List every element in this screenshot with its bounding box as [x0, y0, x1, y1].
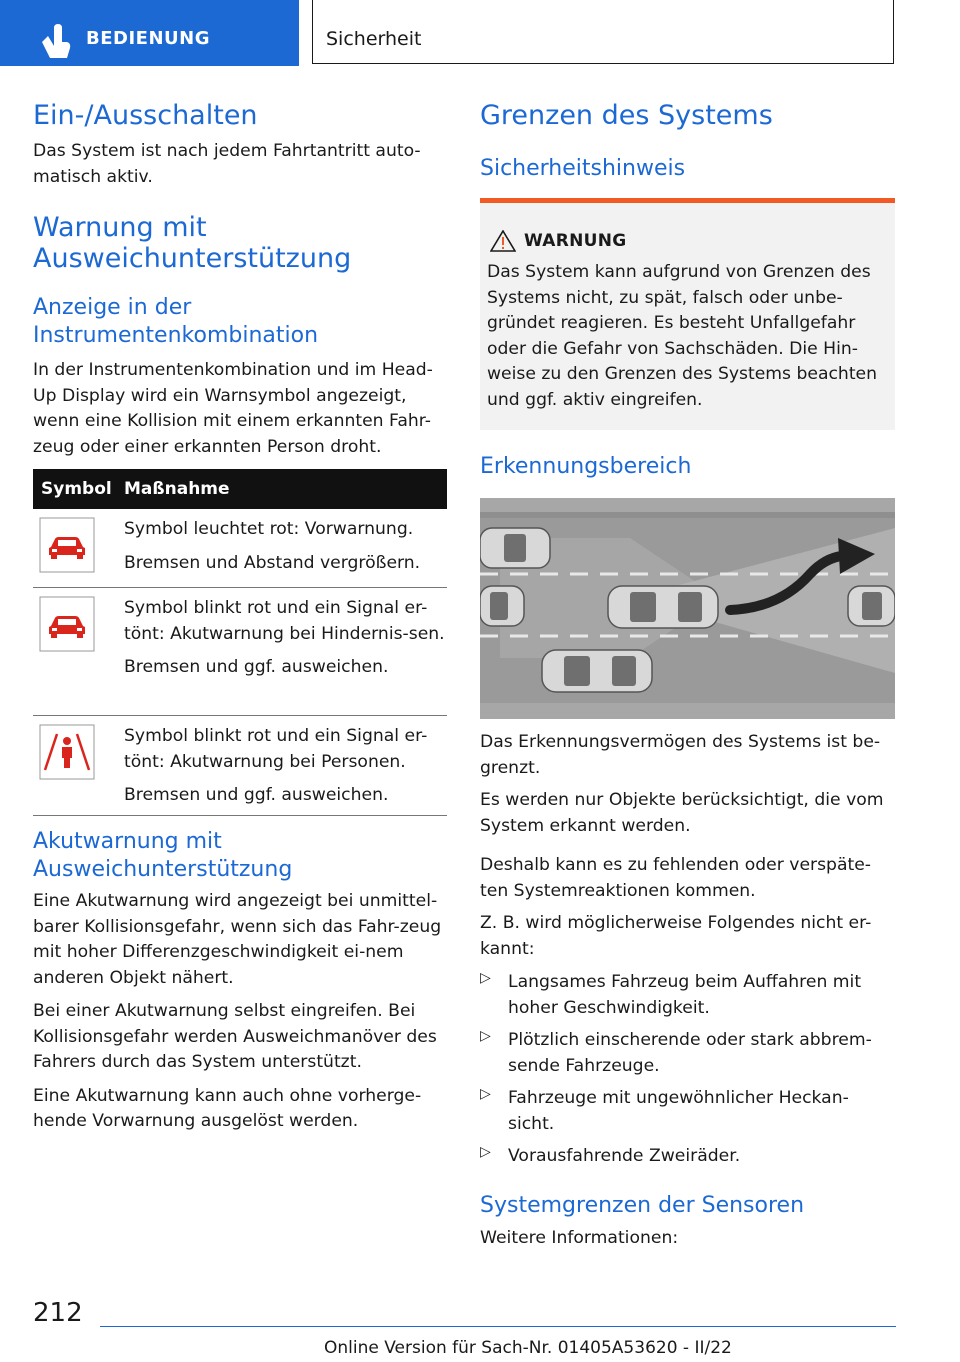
bullet-text: Vorausfahrende Zweiräder. [508, 1146, 741, 1166]
red-car-warning-icon [39, 517, 95, 573]
row3-line1: Symbol blinkt rot und ein Signal er-tönt: Akutwarnung bei Personen. [124, 726, 428, 772]
text-range-4: Z. B. wird möglicherweise Folgendes nicht er-kannt: [480, 913, 872, 959]
table-cell [124, 517, 447, 576]
table-row [33, 716, 447, 816]
triangle-bullet-icon: ▷ [480, 1028, 491, 1044]
left-column-bottom [33, 828, 447, 1135]
text-display: In der Instrumentenkombination und im Head-Up Display wird ein Warnsymbol angezeigt, wenn eine Kollision mit einem erkannten Fahr-zeug oder einer erkannten Person droht. [33, 360, 433, 457]
list-item [480, 970, 895, 1021]
warning-title: WARNUNG [524, 231, 627, 251]
right-column-top [480, 100, 895, 183]
warning-box [480, 198, 895, 430]
text-range-1: Das Erkennungsvermögen des Systems ist be-grenzt. [480, 732, 881, 778]
bullet-text: Langsames Fahrzeug beim Auffahren mit hoher Geschwindigkeit. [508, 972, 862, 1018]
text-range-2: Es werden nur Objekte berücksichtigt, die vom System erkannt werden. [480, 790, 884, 836]
row3-line2: Bremsen und ggf. ausweichen. [124, 785, 389, 805]
bullet-text: Fahrzeuge mit ungewöhnlicher Heckan-sicht. [508, 1088, 849, 1134]
right-column-bottom [480, 730, 895, 1251]
bullet-text: Plötzlich einscherende oder stark abbrem-sende Fahrzeuge. [508, 1030, 872, 1076]
red-car-blinking-icon [39, 596, 95, 652]
row1-line2: Bremsen und Abstand vergrößern. [124, 552, 421, 573]
table-header-symbol: Symbol [41, 479, 112, 499]
triangle-bullet-icon: ▷ [480, 1086, 491, 1102]
table-cell [124, 596, 447, 681]
triangle-bullet-icon: ▷ [480, 970, 491, 986]
table-header [33, 469, 447, 509]
table-row [33, 509, 447, 588]
heading-sensors: Systemgrenzen der Sensoren [480, 1192, 805, 1218]
detection-range-illustration [480, 498, 895, 719]
heading-display: Anzeige in der Instrumentenkombination [33, 295, 319, 348]
chapter-label: BEDIENUNG [86, 28, 210, 49]
warning-text: Das System kann aufgrund von Grenzen des Systems nicht, zu spät, falsch oder unbe-gründet reagieren. Es besteht Unfallgefahr oder die Gefahr von Sachschäden. Die Hin-weise zu den Grenzen des Systems beachten und ggf. aktiv eingreifen. [487, 262, 878, 410]
text-sensors: Weitere Informationen: [480, 1227, 679, 1248]
list-item [480, 1086, 895, 1137]
bullet-list [480, 970, 895, 1170]
warning-triangle-icon [490, 230, 516, 252]
heading-acute: Akutwarnung mit Ausweichunterstützung [33, 829, 293, 882]
heading-warning: Warnung mit Ausweichunterstützung [33, 212, 352, 274]
list-item [480, 1028, 895, 1079]
hand-pointer-icon [34, 22, 74, 62]
text-acute-1: Eine Akutwarnung wird angezeigt bei unmittel-barer Kollisionsgefahr, wenn sich das Fahr-zeug mit hoher Differenzgeschwindigkeit ei-nem anderen Objekt nähert. [33, 891, 442, 988]
heading-limits: Grenzen des Systems [480, 100, 773, 131]
symbol-table [33, 469, 447, 816]
table-row [33, 588, 447, 716]
page-number: 212 [33, 1298, 83, 1328]
person-warning-icon [39, 724, 95, 780]
text-on-off: Das System ist nach jedem Fahrtantritt auto-matisch aktiv. [33, 141, 421, 187]
row2-line2: Bremsen und ggf. ausweichen. [124, 657, 389, 677]
chapter-tab[interactable] [0, 0, 299, 66]
text-range-3: Deshalb kann es zu fehlenden oder verspäte-ten Systemreaktionen kommen. [480, 855, 871, 901]
section-header [312, 0, 894, 64]
footer-divider [100, 1326, 896, 1327]
heading-on-off: Ein-/Ausschalten [33, 100, 258, 131]
text-acute-3: Eine Akutwarnung kann auch ohne vorherge-hende Vorwarnung ausgelöst werden. [33, 1085, 422, 1131]
row2-line1: Symbol blinkt rot und ein Signal er-tönt: Akutwarnung bei Hindernis-sen. [124, 598, 445, 644]
heading-range: Erkennungsbereich [480, 454, 692, 479]
text-acute-2: Bei einer Akutwarnung selbst eingreifen. Bei Kollisionsgefahr werden Ausweichmanöver des Fahrers durch das System unterstützt. [33, 1001, 437, 1072]
left-column-top [33, 100, 447, 460]
table-header-action: Maßnahme [124, 479, 230, 499]
section-label: Sicherheit [326, 28, 422, 50]
list-item [480, 1144, 895, 1170]
triangle-bullet-icon: ▷ [480, 1144, 491, 1160]
heading-safety: Sicherheitshinweis [480, 156, 686, 181]
table-cell [124, 724, 447, 809]
row1-line1: Symbol leuchtet rot: Vorwarnung. [124, 519, 414, 539]
footer-text: Online Version für Sach-Nr. 01405A53620 - II/22 [324, 1338, 732, 1358]
